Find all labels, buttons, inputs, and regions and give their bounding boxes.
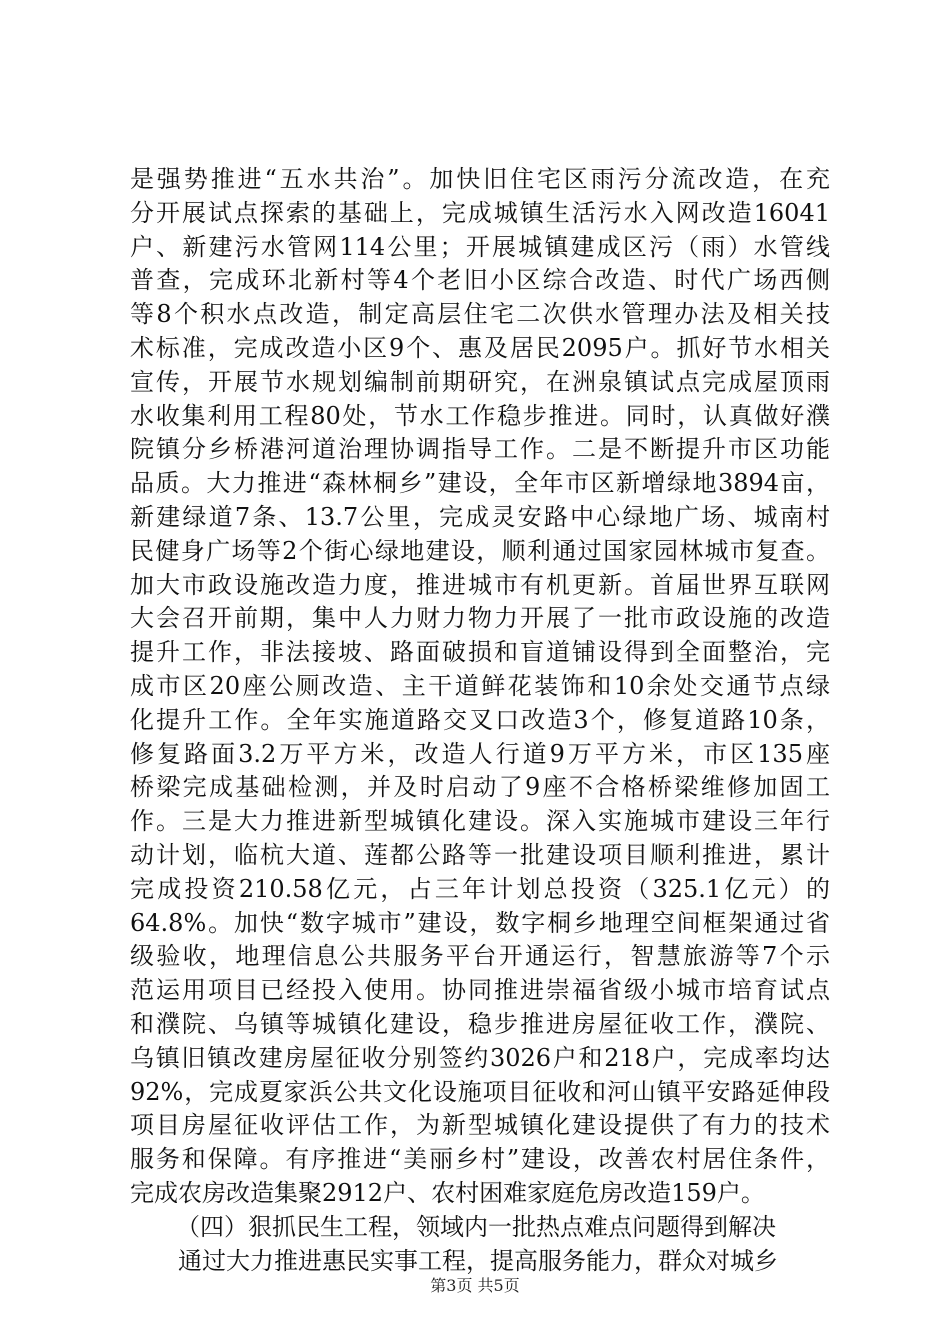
text-line: 新建绿道7条、13.7公里，完成灵安路中心绿地广场、城南村 bbox=[130, 502, 830, 531]
text-line: 民健身广场等2个街心绿地建设，顺利通过国家园林城市复查。 bbox=[130, 536, 830, 565]
text-line: 级验收，地理信息公共服务平台开通运行，智慧旅游等7个示 bbox=[130, 942, 830, 971]
text-line: 等8个积水点改造，制定高层住宅二次供水管理办法及相关技 bbox=[130, 300, 830, 329]
section-heading: （四）狠抓民生工程，领域内一批热点难点问题得到解决 bbox=[176, 1212, 776, 1241]
paragraph-start: 通过大力推进惠民实事工程，提高服务能力，群众对城乡 bbox=[178, 1246, 778, 1275]
body-text bbox=[130, 163, 830, 1278]
text-line: 服务和保障。有序推进“美丽乡村”建设，改善农村居住条件， bbox=[130, 1145, 830, 1174]
text-line: 项目房屋征收评估工作，为新型城镇化建设提供了有力的技术 bbox=[130, 1111, 830, 1140]
text-line: 品质。大力推进“森林桐乡”建设，全年市区新增绿地3894亩， bbox=[130, 469, 830, 498]
text-line: 作。三是大力推进新型城镇化建设。深入实施城市建设三年行 bbox=[130, 807, 830, 836]
text-line: 乌镇旧镇改建房屋征收分别签约3026户和218户，完成率均达 bbox=[130, 1043, 830, 1072]
page-footer: 第3页 共5页 bbox=[430, 1276, 520, 1295]
text-line: 普查，完成环北新村等4个老旧小区综合改造、时代广场西侧 bbox=[130, 266, 830, 295]
text-line: 范运用项目已经投入使用。协同推进崇福省级小城市培育试点 bbox=[130, 976, 830, 1005]
text-line: 水收集利用工程80处，节水工作稳步推进。同时，认真做好濮 bbox=[130, 401, 830, 430]
text-line: 桥梁完成基础检测，并及时启动了9座不合格桥梁维修加固工 bbox=[130, 773, 830, 802]
text-line: 分开展试点探索的基础上，完成城镇生活污水入网改造16041 bbox=[130, 198, 830, 227]
text-line: 成市区20座公厕改造、主干道鲜花装饰和10余处交通节点绿 bbox=[130, 671, 830, 700]
text-line: 院镇分乡桥港河道治理协调指导工作。二是不断提升市区功能 bbox=[130, 435, 830, 464]
text-line: 户、新建污水管网114公里；开展城镇建成区污（雨）水管线 bbox=[130, 232, 830, 261]
text-line: 和濮院、乌镇等城镇化建设，稳步推进房屋征收工作，濮院、 bbox=[130, 1009, 830, 1038]
text-line: 动计划，临杭大道、莲都公路等一批建设项目顺利推进，累计 bbox=[130, 840, 830, 869]
text-line: 完成投资210.58亿元，占三年计划总投资（325.1亿元）的 bbox=[130, 874, 830, 903]
text-line: 宣传，开展节水规划编制前期研究，在洲泉镇试点完成屋顶雨 bbox=[130, 367, 830, 396]
text-line: 术标准，完成改造小区9个、惠及居民2095户。抓好节水相关 bbox=[130, 333, 830, 362]
text-line: 92%，完成夏家浜公共文化设施项目征收和河山镇平安路延伸段 bbox=[130, 1077, 830, 1106]
text-line: 修复路面3.2万平方米，改造人行道9万平方米，市区135座 bbox=[130, 739, 830, 768]
text-line: 大会召开前期，集中人力财力物力开展了一批市政设施的改造 bbox=[130, 604, 830, 633]
text-line: 提升工作，非法接坡、路面破损和盲道铺设得到全面整治，完 bbox=[130, 638, 830, 667]
text-line: 加大市政设施改造力度，推进城市有机更新。首届世界互联网 bbox=[130, 570, 830, 599]
text-line: 化提升工作。全年实施道路交叉口改造3个，修复道路10条， bbox=[130, 705, 830, 734]
text-line: 是强势推进“五水共治”。加快旧住宅区雨污分流改造，在充 bbox=[130, 165, 830, 193]
text-line: 64.8%。加快“数字城市”建设，数字桐乡地理空间框架通过省 bbox=[130, 908, 830, 937]
text-line: 完成农房改造集聚2912户、农村困难家庭危房改造159户。 bbox=[130, 1178, 765, 1207]
